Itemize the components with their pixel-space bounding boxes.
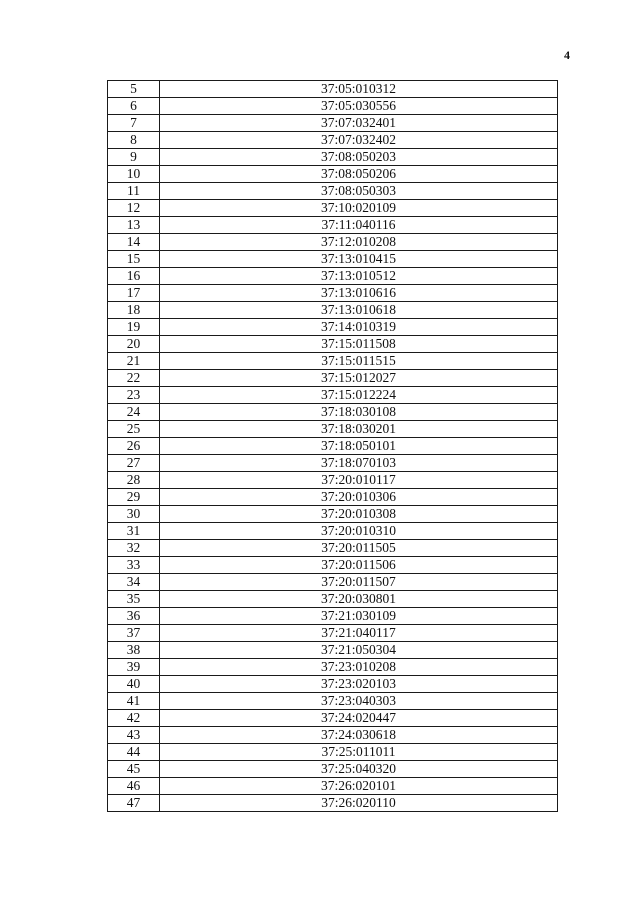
row-number-cell: 44 xyxy=(108,744,160,761)
row-number-cell: 37 xyxy=(108,625,160,642)
cadastral-number-cell: 37:23:040303 xyxy=(160,693,558,710)
row-number-cell: 28 xyxy=(108,472,160,489)
table-row xyxy=(108,421,558,438)
cadastral-number-cell: 37:18:030108 xyxy=(160,404,558,421)
table-body xyxy=(108,81,558,812)
table-row xyxy=(108,625,558,642)
cadastral-table xyxy=(107,80,558,812)
row-number-cell: 11 xyxy=(108,183,160,200)
table-row xyxy=(108,489,558,506)
row-number-cell: 35 xyxy=(108,591,160,608)
row-number-cell: 9 xyxy=(108,149,160,166)
row-number-cell: 5 xyxy=(108,81,160,98)
row-number-cell: 6 xyxy=(108,98,160,115)
table-row xyxy=(108,744,558,761)
row-number-cell: 47 xyxy=(108,795,160,812)
cadastral-number-cell: 37:20:010306 xyxy=(160,489,558,506)
row-number-cell: 30 xyxy=(108,506,160,523)
row-number-cell: 18 xyxy=(108,302,160,319)
cadastral-number-cell: 37:20:011507 xyxy=(160,574,558,591)
row-number-cell: 19 xyxy=(108,319,160,336)
cadastral-number-cell: 37:20:011505 xyxy=(160,540,558,557)
cadastral-number-cell: 37:13:010616 xyxy=(160,285,558,302)
table-row xyxy=(108,149,558,166)
row-number-cell: 42 xyxy=(108,710,160,727)
cadastral-number-cell: 37:07:032402 xyxy=(160,132,558,149)
table-row xyxy=(108,302,558,319)
row-number-cell: 27 xyxy=(108,455,160,472)
cadastral-number-cell: 37:25:011011 xyxy=(160,744,558,761)
cadastral-number-cell: 37:11:040116 xyxy=(160,217,558,234)
row-number-cell: 45 xyxy=(108,761,160,778)
table-row xyxy=(108,557,558,574)
table-row xyxy=(108,115,558,132)
row-number-cell: 33 xyxy=(108,557,160,574)
row-number-cell: 15 xyxy=(108,251,160,268)
table-row xyxy=(108,353,558,370)
table-row xyxy=(108,676,558,693)
row-number-cell: 13 xyxy=(108,217,160,234)
table-row xyxy=(108,336,558,353)
table-row xyxy=(108,234,558,251)
cadastral-number-cell: 37:13:010618 xyxy=(160,302,558,319)
row-number-cell: 24 xyxy=(108,404,160,421)
table-row xyxy=(108,183,558,200)
row-number-cell: 16 xyxy=(108,268,160,285)
page-number: 4 xyxy=(564,48,570,62)
table-row xyxy=(108,98,558,115)
table-row xyxy=(108,472,558,489)
row-number-cell: 46 xyxy=(108,778,160,795)
table-row xyxy=(108,81,558,98)
cadastral-number-cell: 37:08:050206 xyxy=(160,166,558,183)
table-row xyxy=(108,523,558,540)
cadastral-number-cell: 37:21:040117 xyxy=(160,625,558,642)
cadastral-number-cell: 37:12:010208 xyxy=(160,234,558,251)
row-number-cell: 40 xyxy=(108,676,160,693)
cadastral-number-cell: 37:13:010512 xyxy=(160,268,558,285)
cadastral-number-cell: 37:20:030801 xyxy=(160,591,558,608)
table-row xyxy=(108,659,558,676)
row-number-cell: 22 xyxy=(108,370,160,387)
cadastral-number-cell: 37:20:010117 xyxy=(160,472,558,489)
row-number-cell: 31 xyxy=(108,523,160,540)
table-row xyxy=(108,132,558,149)
table-row xyxy=(108,727,558,744)
table-row xyxy=(108,438,558,455)
cadastral-number-cell: 37:26:020101 xyxy=(160,778,558,795)
table-row xyxy=(108,370,558,387)
row-number-cell: 26 xyxy=(108,438,160,455)
cadastral-number-cell: 37:23:010208 xyxy=(160,659,558,676)
cadastral-number-cell: 37:13:010415 xyxy=(160,251,558,268)
cadastral-number-cell: 37:24:030618 xyxy=(160,727,558,744)
table-row xyxy=(108,574,558,591)
table-row xyxy=(108,285,558,302)
table-row xyxy=(108,710,558,727)
table-row xyxy=(108,795,558,812)
cadastral-number-cell: 37:10:020109 xyxy=(160,200,558,217)
row-number-cell: 32 xyxy=(108,540,160,557)
cadastral-number-cell: 37:18:030201 xyxy=(160,421,558,438)
table-row xyxy=(108,217,558,234)
row-number-cell: 38 xyxy=(108,642,160,659)
row-number-cell: 41 xyxy=(108,693,160,710)
cadastral-number-cell: 37:05:030556 xyxy=(160,98,558,115)
table-row xyxy=(108,200,558,217)
cadastral-number-cell: 37:15:012027 xyxy=(160,370,558,387)
cadastral-number-cell: 37:20:010308 xyxy=(160,506,558,523)
row-number-cell: 8 xyxy=(108,132,160,149)
row-number-cell: 39 xyxy=(108,659,160,676)
table-row xyxy=(108,642,558,659)
row-number-cell: 21 xyxy=(108,353,160,370)
cadastral-number-cell: 37:20:011506 xyxy=(160,557,558,574)
row-number-cell: 20 xyxy=(108,336,160,353)
table-row xyxy=(108,506,558,523)
row-number-cell: 17 xyxy=(108,285,160,302)
table-row xyxy=(108,319,558,336)
cadastral-number-cell: 37:14:010319 xyxy=(160,319,558,336)
cadastral-number-cell: 37:15:011515 xyxy=(160,353,558,370)
row-number-cell: 43 xyxy=(108,727,160,744)
row-number-cell: 14 xyxy=(108,234,160,251)
cadastral-number-cell: 37:15:012224 xyxy=(160,387,558,404)
table-row xyxy=(108,591,558,608)
cadastral-number-cell: 37:08:050303 xyxy=(160,183,558,200)
table-row xyxy=(108,761,558,778)
table-row xyxy=(108,387,558,404)
table-row xyxy=(108,540,558,557)
cadastral-number-cell: 37:20:010310 xyxy=(160,523,558,540)
row-number-cell: 7 xyxy=(108,115,160,132)
row-number-cell: 29 xyxy=(108,489,160,506)
cadastral-number-cell: 37:25:040320 xyxy=(160,761,558,778)
cadastral-number-cell: 37:21:050304 xyxy=(160,642,558,659)
table-row xyxy=(108,251,558,268)
cadastral-number-cell: 37:21:030109 xyxy=(160,608,558,625)
table-row xyxy=(108,778,558,795)
table-row xyxy=(108,404,558,421)
cadastral-number-cell: 37:08:050203 xyxy=(160,149,558,166)
cadastral-number-cell: 37:05:010312 xyxy=(160,81,558,98)
cadastral-number-cell: 37:15:011508 xyxy=(160,336,558,353)
cadastral-number-cell: 37:18:070103 xyxy=(160,455,558,472)
cadastral-number-cell: 37:07:032401 xyxy=(160,115,558,132)
table-row xyxy=(108,268,558,285)
cadastral-number-cell: 37:23:020103 xyxy=(160,676,558,693)
table-row xyxy=(108,693,558,710)
row-number-cell: 10 xyxy=(108,166,160,183)
row-number-cell: 36 xyxy=(108,608,160,625)
row-number-cell: 34 xyxy=(108,574,160,591)
cadastral-number-cell: 37:24:020447 xyxy=(160,710,558,727)
row-number-cell: 12 xyxy=(108,200,160,217)
table-row xyxy=(108,608,558,625)
row-number-cell: 23 xyxy=(108,387,160,404)
table-row xyxy=(108,166,558,183)
table-row xyxy=(108,455,558,472)
cadastral-number-cell: 37:26:020110 xyxy=(160,795,558,812)
row-number-cell: 25 xyxy=(108,421,160,438)
cadastral-number-cell: 37:18:050101 xyxy=(160,438,558,455)
